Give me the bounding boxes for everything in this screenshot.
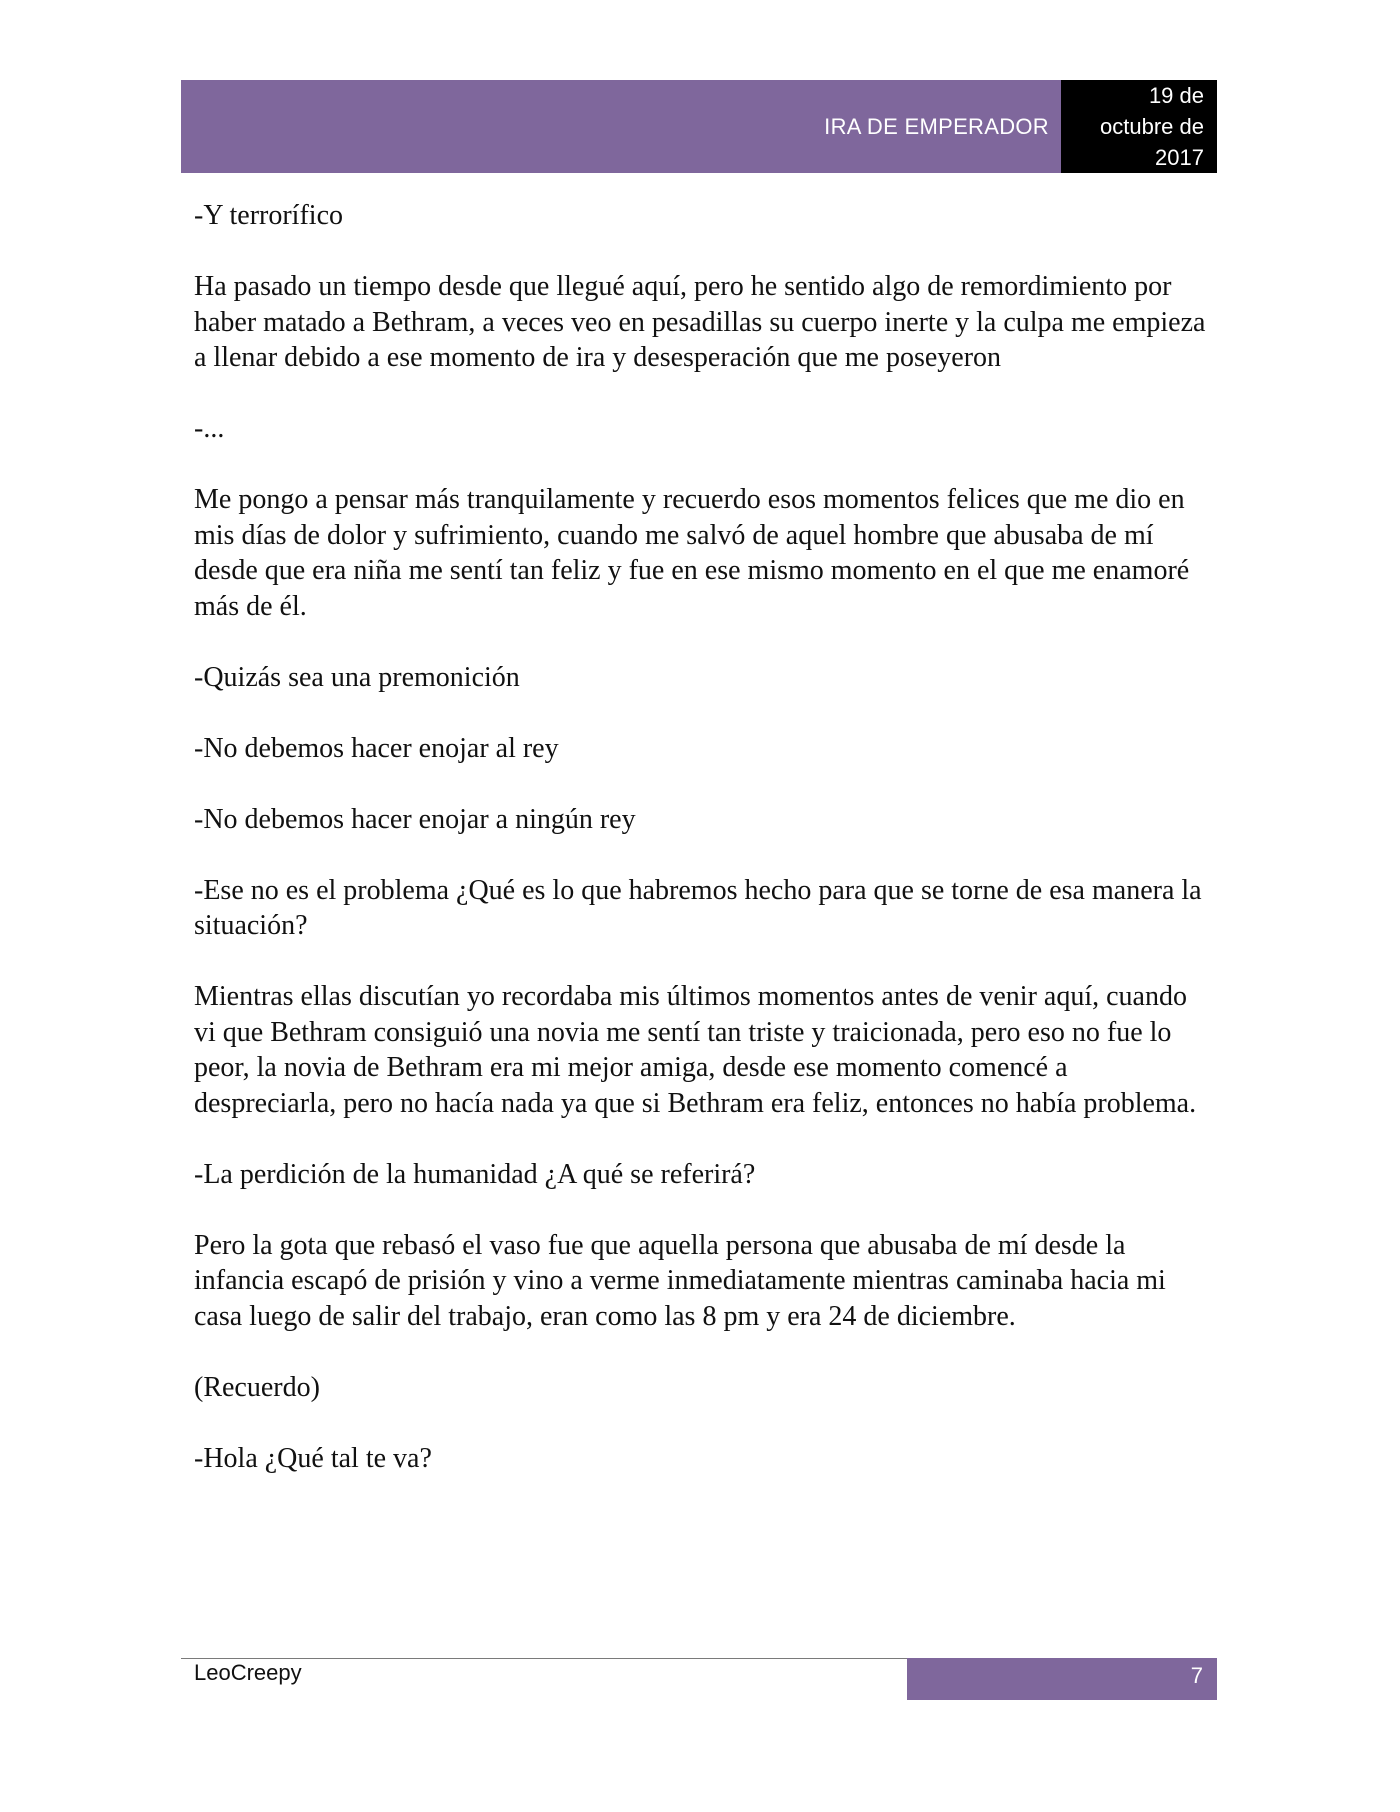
paragraph: Me pongo a pensar más tranquilamente y recuerdo esos momentos felices que me dio en mis días de dolor y sufrimiento, cuando me salvó de aquel hombre que abusaba de mí desde que era niña me sentí tan feliz y fue en ese mismo momento en el que me enamoré más de él.	[194, 484, 1190, 622]
paragraph: -Ese no es el problema ¿Qué es lo que habremos hecho para que se torne de esa manera la situación?	[194, 874, 1202, 941]
paragraph: (Recuerdo)	[194, 1371, 320, 1403]
page-header	[181, 80, 1217, 173]
paragraph: Ha pasado un tiempo desde que llegué aquí, pero he sentido algo de remordimiento por haber matado a Bethram, a veces veo en pesadillas su cuerpo inerte y la culpa me empieza a llenar debido a ese momento de ira y desesperación que me poseyeron	[194, 271, 1206, 373]
header-title-bar	[181, 80, 1061, 173]
date-line: 19 de	[1148, 83, 1204, 108]
date-line: octubre de	[1100, 114, 1204, 139]
footer-divider	[181, 1658, 907, 1659]
date-line: 2017	[1155, 145, 1204, 170]
page-body	[194, 198, 1214, 1512]
paragraph: -La perdición de la humanidad ¿A qué se referirá?	[194, 1158, 756, 1190]
paragraph: -Hola ¿Qué tal te va?	[194, 1442, 432, 1474]
footer-author: LeoCreepy	[194, 1660, 302, 1685]
paragraph: -Y terrorífico	[194, 200, 343, 231]
paragraph: Mientras ellas discutían yo recordaba mis últimos momentos antes de venir aquí, cuando vi que Bethram consiguió una novia me sentí tan triste y traicionada, pero eso no fue lo peor, la novia de Bethram era mi mejor amiga, desde ese momento comencé a despreciarla, pero no hacía nada ya que si Bethram era feliz, entonces no había problema.	[194, 981, 1197, 1119]
paragraph: -Quizás sea una premonición	[194, 661, 520, 693]
page-number: 7	[907, 1658, 1217, 1700]
paragraph: Pero la gota que rebasó el vaso fue que aquella persona que abusaba de mí desde la infancia escapó de prisión y vino a verme inmediatamente mientras caminaba hacia mi casa luego de salir del trabajo, eran como las 8 pm y era 24 de diciembre.	[194, 1229, 1166, 1332]
document-title: IRA DE EMPERADOR	[824, 113, 1049, 139]
paragraph: -No debemos hacer enojar a ningún rey	[194, 803, 636, 835]
header-date-box	[1061, 80, 1217, 173]
paragraph: -No debemos hacer enojar al rey	[194, 732, 559, 764]
paragraph: -...	[194, 413, 225, 444]
